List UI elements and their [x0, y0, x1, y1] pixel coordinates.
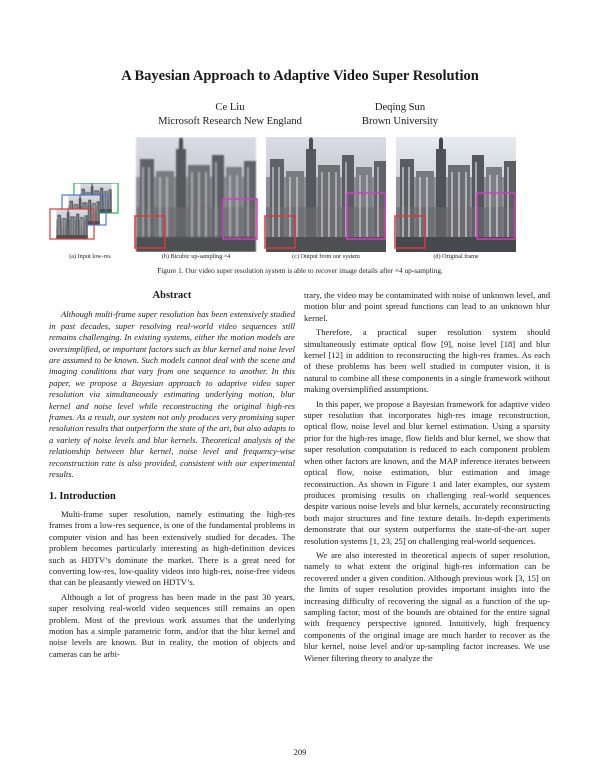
- figure-panel-input: [48, 183, 132, 251]
- author-2-name: Deqing Sun: [374, 102, 426, 113]
- right-paragraph-continued: trary, the video may be contaminated with noise of unknown level, and motion blur and point spread functions can lead to an unknown blur kernel.: [304, 290, 550, 323]
- figure-panel-original: [393, 137, 519, 252]
- subcaption-b: (b) Bicubic up-sampling ×4: [161, 253, 231, 260]
- right-paragraph-1: Therefore, a practical super resolution system should simultaneously estimate optical flow [9], noise level [18] and blur kernel [12] in addition to reconstructing the high-res frames. As each of these problems has been well studied in computer vision, it is natural to combine all these components in a single framework without making oversimplified assumptions.: [304, 327, 550, 395]
- input-frame-front: [50, 209, 94, 239]
- subcaption-d: (d) Original frame: [433, 253, 479, 260]
- right-paragraph-2: In this paper, we propose a Bayesian framework for adaptive video super resolution that incorporates high-res image reconstruction, optical flow, noise level and blur kernel estimation. Using a sparsity prior for the high-res image, flow fields and blur kernel, we show that super resolution computation is reduced to each component problem when other factors are known, and the MAP inference iterates between optical flow, noise estimation, blur estimation and image reconstruction. As shown in Figure 1 and later examples, our system produces promising results on challenging real-world sequences despite various noise levels and blur kernels, accurately reconstructing both major structures and fine texture details. In-depth experiments demonstrate that our system outperforms the state-of-the-art super resolution systems [1, 23, 25] on challenging real-world sequences.: [304, 398, 550, 546]
- author-2-affiliation: Brown University: [361, 116, 439, 127]
- figure-panel-output: [263, 137, 389, 252]
- right-column: [304, 290, 550, 667]
- figure-caption: Figure 1. Our video super resolution system is able to recover image details after ×4 up-sampling.: [157, 266, 443, 275]
- intro-paragraph-1: Multi-frame super resolution, namely estimating the high-res frames from a low-res sequence, is one of the fundamental problems in computer vision and has been extensively studied for decades. The problem becomes particularly interesting as high-definition devices such as HDTV’s dominate the market. There is a great need for converting low-res, low-quality videos into high-res, noise-free videos that can be pleasantly viewed on HDTV’s.: [49, 508, 295, 588]
- author-1-affiliation: Microsoft Research New England: [158, 116, 302, 127]
- page-number: 209: [293, 747, 307, 757]
- intro-paragraph-2: Although a lot of progress has been made in the past 30 years, super resolving real-world video sequences still remains an open problem. Most of the previous work assumes that the underlying motion has a simple parametric form, and/or that the blur kernel and noise levels are known. But in reality, the motion of objects and cameras can be arbi-: [49, 591, 295, 659]
- intro-heading: 1. Introduction: [49, 490, 116, 502]
- paper-title: A Bayesian Approach to Adaptive Video Super Resolution: [121, 68, 479, 84]
- right-paragraph-3: We are also interested in theoretical aspects of super resolution, namely to what extent the original high-res information can be recovered under a given condition. Although previous work [3, 15] on the limits of super resolution provides important insights into the increasing difficulty of recovering the signal as a function of the up-sampling factor, most of the bounds are obtained for the entire signal with frequency perspective ignored. Intuitively, high frequency components of the original image are much harder to recover as the blur kernel, noise level and/or up-sampling factor increases. We use Wiener filtering theory to analyze the: [304, 549, 550, 663]
- figure-panel-bicubic: [133, 137, 259, 252]
- subcaption-a: (a) Input low-res: [69, 253, 111, 260]
- left-column: [49, 288, 295, 663]
- figure-1: [0, 131, 600, 263]
- abstract-text: Although multi-frame super resolution has been extensively studied in past decades, super resolving real-world video sequences still remains challenging. In existing systems, either the motion models are oversimplified, or important factors such as blur kernel and noise level are assumed to be known. Such models cannot deal with the scene and imaging conditions that vary from one sequence to another. In this paper, we propose a Bayesian approach to adaptive video super resolution via simultaneously estimating underlying motion, blur kernel and noise level while reconstructing the original high-res frames. As a result, our system not only produces very promising super resolution results that outperform the state of the art, but also adapts to a variety of noise levels and blur kernels. Theoretical analysis of the relationship between blur kernel, noise level and frequency-wise reconstruction rate is also provided, consistent with our experimental results.: [49, 309, 295, 480]
- author-2: [310, 101, 490, 129]
- author-1-name: Ce Liu: [215, 102, 245, 113]
- subcaption-c: (c) Output from our system: [292, 253, 360, 260]
- abstract-heading: Abstract: [152, 290, 192, 301]
